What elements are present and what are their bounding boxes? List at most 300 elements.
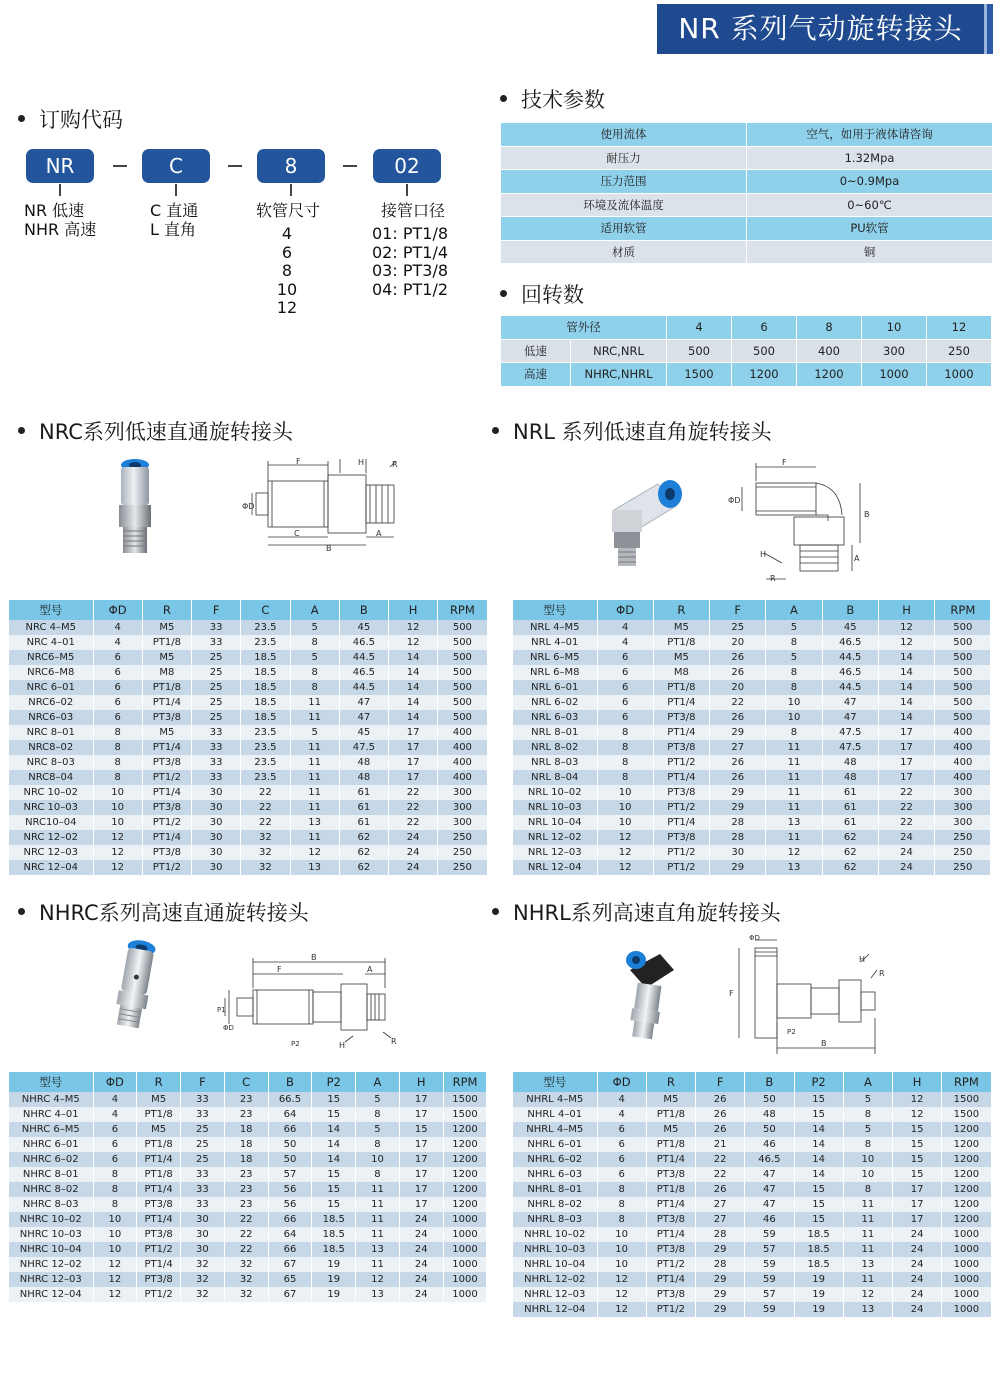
code-box-series: NR xyxy=(26,149,94,183)
table-cell: 14 xyxy=(389,710,438,725)
column-header: B xyxy=(745,1072,794,1092)
nhrc-product-photo xyxy=(100,935,170,1035)
table-cell: 1200 xyxy=(443,1197,487,1212)
nrl-dimension-drawing xyxy=(720,455,890,585)
table-cell: 24 xyxy=(893,1272,942,1287)
port-title: 接管口径 xyxy=(381,201,446,220)
table-cell: 400 xyxy=(438,770,487,785)
table-cell: PT1/8 xyxy=(137,1107,181,1122)
table-cell: NRC 10–03 xyxy=(9,800,93,815)
table-cell: 8 xyxy=(766,665,822,680)
table-cell: 10 xyxy=(93,1227,137,1242)
table-cell: 24 xyxy=(399,1272,443,1287)
table-cell: PT1/8 xyxy=(646,1182,695,1197)
table-cell: 500 xyxy=(438,620,487,635)
table-cell: 19 xyxy=(312,1257,356,1272)
table-cell: 30 xyxy=(192,815,241,830)
table-cell: PT1/8 xyxy=(142,635,191,650)
table-cell: 22 xyxy=(878,785,934,800)
table-cell: 250 xyxy=(438,845,487,860)
table-cell: 46.5 xyxy=(339,635,388,650)
table-cell: PT1/2 xyxy=(137,1242,181,1257)
table-cell: NHRC 10–02 xyxy=(9,1212,93,1227)
table-cell: NHRL 6–01 xyxy=(513,1137,597,1152)
column-header: ΦD xyxy=(93,1072,137,1092)
table-cell: 15 xyxy=(312,1167,356,1182)
table-cell: 8 xyxy=(597,770,653,785)
table-cell: 26 xyxy=(710,650,766,665)
table-cell: 400 xyxy=(935,740,991,755)
dim-label: P2 xyxy=(787,1028,796,1036)
table-cell: 24 xyxy=(893,1242,942,1257)
table-cell: 11 xyxy=(290,755,339,770)
table-cell: 4 xyxy=(597,1107,646,1122)
table-row xyxy=(9,1287,487,1302)
table-cell: NHRL 10–03 xyxy=(513,1242,597,1257)
column-header: F xyxy=(192,600,241,620)
table-cell: NRC 6–01 xyxy=(9,680,93,695)
page-title: NR 系列气动旋转接头 xyxy=(657,4,984,54)
table-cell: 17 xyxy=(878,755,934,770)
table-cell: 32 xyxy=(181,1272,225,1287)
table-cell: 15 xyxy=(893,1137,942,1152)
table-cell: PT3/8 xyxy=(646,1242,695,1257)
table-cell: 61 xyxy=(822,785,878,800)
code-tick xyxy=(290,184,292,196)
table-cell: PT1/4 xyxy=(646,1272,695,1287)
table-cell: 28 xyxy=(710,830,766,845)
nrl-spec-table xyxy=(513,600,991,875)
table-cell: 26 xyxy=(710,770,766,785)
table-cell: 33 xyxy=(192,770,241,785)
table-cell: 12 xyxy=(766,845,822,860)
table-cell: 10 xyxy=(597,785,653,800)
table-cell: 48 xyxy=(822,755,878,770)
table-cell: 12 xyxy=(356,1272,400,1287)
table-cell: 15 xyxy=(893,1167,942,1182)
table-cell: NHRC 6–01 xyxy=(9,1137,93,1152)
table-cell: 8 xyxy=(766,635,822,650)
table-row xyxy=(513,1122,991,1137)
table-row xyxy=(513,740,991,755)
dim-label: F xyxy=(782,458,787,467)
dim-label: ΦD xyxy=(242,502,255,511)
table-cell: 26 xyxy=(696,1182,745,1197)
table-cell: 14 xyxy=(312,1137,356,1152)
dim-label: P2 xyxy=(291,1040,300,1048)
column-header: R xyxy=(646,1072,695,1092)
table-cell: 14 xyxy=(794,1122,843,1137)
type-options: C 直通 L 直角 xyxy=(150,201,199,239)
table-cell: 8 xyxy=(597,1197,646,1212)
dim-label: B xyxy=(326,544,332,553)
table-cell: 250 xyxy=(935,845,991,860)
table-row xyxy=(513,1152,991,1167)
dim-label: F xyxy=(729,989,734,998)
table-cell: 57 xyxy=(745,1242,794,1257)
table-cell: 15 xyxy=(794,1107,843,1122)
table-row xyxy=(9,1092,487,1107)
table-cell: PT3/8 xyxy=(142,800,191,815)
table-cell: 29 xyxy=(696,1242,745,1257)
table-cell: 17 xyxy=(893,1182,942,1197)
table-cell: 300 xyxy=(935,800,991,815)
table-row xyxy=(513,815,991,830)
table-cell: 10 xyxy=(843,1167,892,1182)
table-cell: NRL 8–01 xyxy=(513,725,597,740)
table-cell: NRC8–04 xyxy=(9,770,93,785)
table-row xyxy=(513,830,991,845)
table-cell: 33 xyxy=(181,1197,225,1212)
table-cell: 500 xyxy=(935,695,991,710)
table-cell: 33 xyxy=(181,1167,225,1182)
table-cell: 11 xyxy=(356,1182,400,1197)
table-cell: 11 xyxy=(356,1257,400,1272)
dim-label: H xyxy=(358,458,365,467)
table-cell: 46 xyxy=(745,1137,794,1152)
dim-label: F xyxy=(277,965,282,974)
table-cell: 6 xyxy=(93,1137,137,1152)
table-row xyxy=(513,1257,991,1272)
table-cell: 50 xyxy=(268,1152,312,1167)
dim-label: R xyxy=(770,574,776,583)
table-cell: 56 xyxy=(268,1197,312,1212)
table-cell: 10 xyxy=(93,800,142,815)
table-cell: 24 xyxy=(389,860,438,875)
table-cell: PT3/8 xyxy=(646,1167,695,1182)
table-cell: 8 xyxy=(356,1137,400,1152)
table-cell: 33 xyxy=(192,740,241,755)
table-cell: 22 xyxy=(389,800,438,815)
table-cell: NRC10–04 xyxy=(9,815,93,830)
table-cell: 1000 xyxy=(443,1257,487,1272)
column-header: ΦD xyxy=(597,1072,646,1092)
table-cell: 11 xyxy=(843,1197,892,1212)
table-cell: 500 xyxy=(935,620,991,635)
code-dash xyxy=(228,165,242,167)
table-row xyxy=(513,1212,991,1227)
rpm-heading: 回转数 xyxy=(500,279,584,309)
dim-label: ΦD xyxy=(749,934,760,942)
table-row xyxy=(9,710,487,725)
table-cell: 24 xyxy=(893,1302,942,1317)
table-cell: 8 xyxy=(93,1167,137,1182)
table-row xyxy=(9,740,487,755)
table-cell: 66 xyxy=(268,1212,312,1227)
table-cell: 10 xyxy=(597,1257,646,1272)
table-cell: NHRL 6–03 xyxy=(513,1167,597,1182)
table-cell: PT1/2 xyxy=(646,1257,695,1272)
nrc-heading: NRC系列低速直通旋转接头 xyxy=(18,416,293,446)
table-cell: 26 xyxy=(696,1107,745,1122)
table-cell: 47 xyxy=(745,1167,794,1182)
table-cell: 20 xyxy=(710,680,766,695)
table-cell: PT1/4 xyxy=(653,725,709,740)
nrc-spec-table xyxy=(9,600,488,875)
table-cell: 11 xyxy=(290,740,339,755)
table-cell: 28 xyxy=(696,1257,745,1272)
table-cell: 15 xyxy=(893,1152,942,1167)
table-cell: 66.5 xyxy=(268,1092,312,1107)
table-cell: 8 xyxy=(843,1137,892,1152)
table-cell: 18.5 xyxy=(794,1257,843,1272)
table-cell: NHRL 4–M5 xyxy=(513,1122,597,1137)
table-cell: 6 xyxy=(597,1137,646,1152)
table-cell: 18 xyxy=(224,1137,268,1152)
table-cell: 44.5 xyxy=(822,680,878,695)
table-cell: 24 xyxy=(878,845,934,860)
table-cell: 500 xyxy=(438,680,487,695)
table-cell: 400 xyxy=(438,755,487,770)
table-cell: 46.5 xyxy=(745,1152,794,1167)
table-cell: 500 xyxy=(438,650,487,665)
table-cell: 6 xyxy=(93,1122,137,1137)
table-cell: 10 xyxy=(597,800,653,815)
table-cell: 300 xyxy=(935,785,991,800)
table-cell: 62 xyxy=(822,830,878,845)
table-cell: 22 xyxy=(710,695,766,710)
table-cell: 29 xyxy=(710,785,766,800)
table-cell: 14 xyxy=(794,1167,843,1182)
table-cell: 67 xyxy=(268,1257,312,1272)
table-cell: NRL 4–01 xyxy=(513,635,597,650)
table-cell: NRL 12–04 xyxy=(513,860,597,875)
table-cell: 33 xyxy=(181,1182,225,1197)
table-cell: 10 xyxy=(597,1242,646,1257)
table-cell: 12 xyxy=(597,1302,646,1317)
column-header: P2 xyxy=(794,1072,843,1092)
table-row xyxy=(9,1272,487,1287)
code-box-size: 8 xyxy=(257,149,325,183)
table-cell: 4 xyxy=(597,635,653,650)
table-row xyxy=(513,770,991,785)
table-cell: 18.5 xyxy=(312,1242,356,1257)
nhrc-heading: NHRC系列高速直通旋转接头 xyxy=(18,897,309,927)
table-cell: 47.5 xyxy=(822,740,878,755)
table-cell: 13 xyxy=(766,815,822,830)
table-cell: 500 xyxy=(935,665,991,680)
table-cell: 62 xyxy=(339,830,388,845)
table-cell: 6 xyxy=(93,1152,137,1167)
column-header: 型号 xyxy=(513,600,597,620)
table-cell: 6 xyxy=(93,695,142,710)
table-row xyxy=(9,620,487,635)
table-cell: 29 xyxy=(696,1287,745,1302)
table-cell: 1500 xyxy=(942,1092,991,1107)
table-cell: 17 xyxy=(878,770,934,785)
table-cell: 8 xyxy=(766,680,822,695)
table-cell: 10 xyxy=(93,1212,137,1227)
table-cell: 30 xyxy=(192,785,241,800)
table-cell: NRC 12–04 xyxy=(9,860,93,875)
table-cell: 250 xyxy=(438,830,487,845)
table-cell: 18.5 xyxy=(794,1227,843,1242)
table-cell: 11 xyxy=(766,740,822,755)
table-row xyxy=(9,1107,487,1122)
table-cell: NHRC 10–04 xyxy=(9,1242,93,1257)
table-cell: 28 xyxy=(696,1227,745,1242)
table-cell: NRL 6–M8 xyxy=(513,665,597,680)
table-cell: 12 xyxy=(843,1287,892,1302)
column-header: A xyxy=(843,1072,892,1092)
table-cell: NHRC 6–02 xyxy=(9,1152,93,1167)
column-header: RPM xyxy=(935,600,991,620)
dim-label: R xyxy=(392,460,398,469)
table-cell: 64 xyxy=(268,1227,312,1242)
table-cell: 4 xyxy=(597,1092,646,1107)
table-cell: 33 xyxy=(181,1092,225,1107)
table-cell: 19 xyxy=(794,1302,843,1317)
table-cell: 5 xyxy=(290,725,339,740)
table-cell: PT3/8 xyxy=(142,710,191,725)
code-box-type: C xyxy=(142,149,210,183)
table-cell: PT1/4 xyxy=(137,1152,181,1167)
tech-table xyxy=(500,122,993,264)
table-cell: 19 xyxy=(312,1272,356,1287)
table-cell: M8 xyxy=(653,665,709,680)
table-row xyxy=(9,860,487,875)
table-cell: 19 xyxy=(794,1287,843,1302)
table-cell: 10 xyxy=(93,1242,137,1257)
table-cell: 57 xyxy=(745,1287,794,1302)
dim-label: H xyxy=(760,550,767,559)
table-row xyxy=(9,680,487,695)
nhrl-dimension-drawing xyxy=(725,930,895,1055)
table-cell: 25 xyxy=(192,695,241,710)
table-cell: PT3/8 xyxy=(142,755,191,770)
title-accent xyxy=(987,4,993,54)
table-cell: 22 xyxy=(224,1242,268,1257)
table-cell: 27 xyxy=(696,1212,745,1227)
table-cell: 22 xyxy=(241,785,290,800)
table-cell: 10 xyxy=(766,710,822,725)
table-cell: 17 xyxy=(389,740,438,755)
table-cell: 6 xyxy=(597,1122,646,1137)
table-cell: NRC6–M8 xyxy=(9,665,93,680)
table-row: 耐压力 1.32Mpa xyxy=(501,146,993,170)
table-cell: 47.5 xyxy=(822,725,878,740)
table-cell: 23 xyxy=(224,1182,268,1197)
table-cell: 250 xyxy=(935,830,991,845)
table-cell: 14 xyxy=(389,665,438,680)
table-cell: 26 xyxy=(710,665,766,680)
table-cell: 23.5 xyxy=(241,620,290,635)
table-cell: 25 xyxy=(710,620,766,635)
table-cell: 30 xyxy=(181,1242,225,1257)
table-cell: 11 xyxy=(843,1242,892,1257)
table-cell: 8 xyxy=(766,725,822,740)
nrl-heading: NRL 系列低速直角旋转接头 xyxy=(492,416,772,446)
table-cell: 24 xyxy=(878,860,934,875)
table-cell: NHRL 12–04 xyxy=(513,1302,597,1317)
table-cell: 30 xyxy=(710,845,766,860)
table-cell: 62 xyxy=(822,860,878,875)
table-cell: 25 xyxy=(181,1152,225,1167)
table-cell: NRL 6–02 xyxy=(513,695,597,710)
table-cell: NRL 6–01 xyxy=(513,680,597,695)
dim-label: F xyxy=(296,457,301,466)
table-cell: 13 xyxy=(356,1242,400,1257)
code-tick xyxy=(59,184,61,196)
table-cell: 44.5 xyxy=(339,650,388,665)
table-cell: PT3/8 xyxy=(653,710,709,725)
dim-label: B xyxy=(821,1039,827,1048)
dim-label: B xyxy=(864,510,870,519)
table-cell: 8 xyxy=(597,1212,646,1227)
table-cell: 66 xyxy=(268,1122,312,1137)
table-cell: 18.5 xyxy=(312,1212,356,1227)
table-row xyxy=(9,665,487,680)
table-cell: 48 xyxy=(822,770,878,785)
table-cell: 29 xyxy=(696,1302,745,1317)
table-cell: 300 xyxy=(438,785,487,800)
dim-label: A xyxy=(367,965,373,974)
table-cell: 1200 xyxy=(443,1182,487,1197)
table-cell: 5 xyxy=(356,1122,400,1137)
table-cell: NHRC 12–02 xyxy=(9,1257,93,1272)
table-header-row xyxy=(9,600,487,620)
table-cell: 1000 xyxy=(942,1272,991,1287)
table-cell: 15 xyxy=(893,1122,942,1137)
table-cell: 25 xyxy=(181,1137,225,1152)
table-cell: 47 xyxy=(745,1182,794,1197)
table-cell: PT1/8 xyxy=(653,680,709,695)
table-cell: 17 xyxy=(893,1197,942,1212)
table-cell: 5 xyxy=(290,650,339,665)
table-cell: 1200 xyxy=(443,1152,487,1167)
table-cell: 23.5 xyxy=(241,755,290,770)
table-cell: 22 xyxy=(224,1212,268,1227)
table-cell: NHRC 12–04 xyxy=(9,1287,93,1302)
table-cell: NHRC 4–M5 xyxy=(9,1092,93,1107)
table-cell: PT3/8 xyxy=(142,845,191,860)
table-cell: 1200 xyxy=(942,1197,991,1212)
table-cell: 4 xyxy=(93,635,142,650)
table-cell: 14 xyxy=(878,650,934,665)
table-cell: 50 xyxy=(268,1137,312,1152)
column-header: R xyxy=(142,600,191,620)
table-row xyxy=(513,1272,991,1287)
table-cell: M8 xyxy=(142,665,191,680)
table-cell: 23.5 xyxy=(241,770,290,785)
table-cell: 11 xyxy=(766,800,822,815)
nrl-product-photo xyxy=(600,470,690,570)
table-cell: 45 xyxy=(822,620,878,635)
table-cell: PT1/4 xyxy=(137,1182,181,1197)
table-cell: 47 xyxy=(745,1197,794,1212)
table-row xyxy=(9,695,487,710)
table-row xyxy=(513,800,991,815)
table-cell: NHRL 10–04 xyxy=(513,1257,597,1272)
table-cell: PT3/8 xyxy=(646,1212,695,1227)
table-cell: 25 xyxy=(192,650,241,665)
table-row xyxy=(9,1242,487,1257)
column-header: F xyxy=(710,600,766,620)
column-header: 型号 xyxy=(9,1072,93,1092)
table-cell: 26 xyxy=(710,710,766,725)
rpm-table xyxy=(500,315,992,387)
table-cell: 6 xyxy=(597,1167,646,1182)
table-cell: 11 xyxy=(290,830,339,845)
table-cell: 11 xyxy=(766,785,822,800)
table-cell: 62 xyxy=(822,845,878,860)
table-cell: 8 xyxy=(290,635,339,650)
table-cell: 47 xyxy=(339,710,388,725)
column-header: H xyxy=(893,1072,942,1092)
table-cell: 47 xyxy=(339,695,388,710)
column-header: RPM xyxy=(942,1072,991,1092)
table-cell: M5 xyxy=(137,1122,181,1137)
